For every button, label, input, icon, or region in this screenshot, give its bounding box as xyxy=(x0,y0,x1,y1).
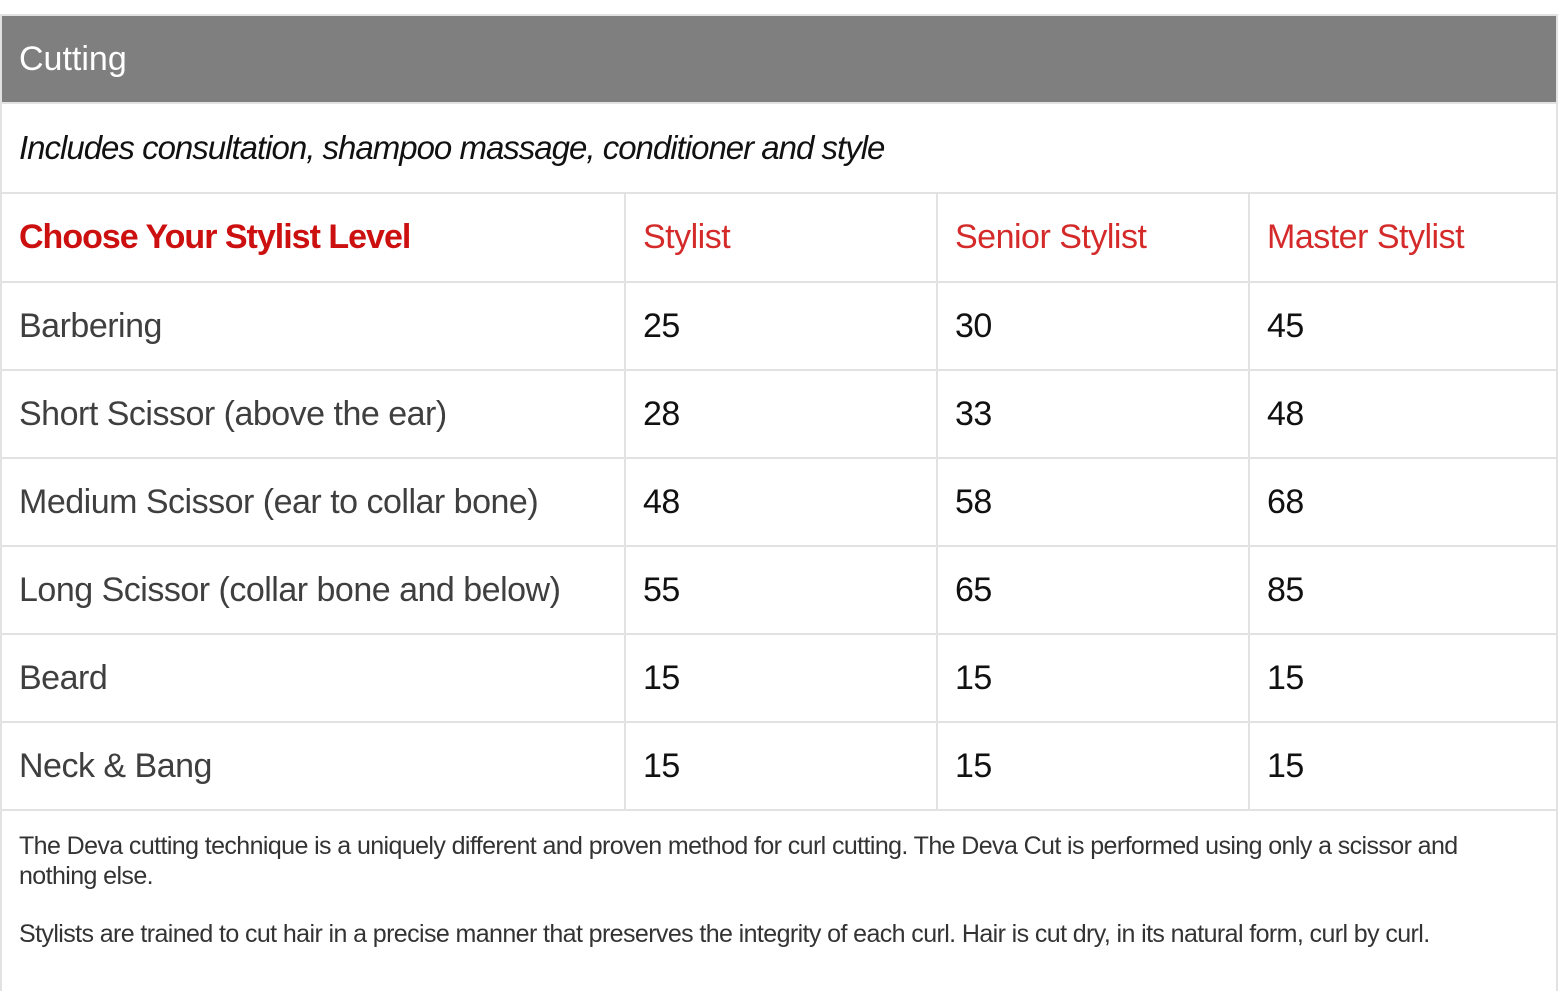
price-senior-stylist: 33 xyxy=(937,370,1249,458)
price-senior-stylist: 15 xyxy=(937,634,1249,722)
price-senior-stylist: 30 xyxy=(937,282,1249,370)
table-row xyxy=(2,546,1556,634)
section-title: Cutting xyxy=(2,16,1556,104)
pricing-panel xyxy=(0,14,1558,991)
service-name: Barbering xyxy=(2,282,625,370)
price-stylist: 48 xyxy=(625,458,937,546)
price-master-stylist: 15 xyxy=(1249,722,1556,810)
price-stylist: 28 xyxy=(625,370,937,458)
section-subtitle: Includes consultation, shampoo massage, conditioner and style xyxy=(2,104,1556,194)
column-header-senior-stylist: Senior Stylist xyxy=(937,194,1249,282)
price-master-stylist: 48 xyxy=(1249,370,1556,458)
price-stylist: 55 xyxy=(625,546,937,634)
description-line-1: The Deva cutting technique is a uniquely different and proven method for curl cutting. The Deva Cut is performed using only a scissor and nothing else. xyxy=(19,832,1458,890)
table-row xyxy=(2,370,1556,458)
price-master-stylist: 68 xyxy=(1249,458,1556,546)
price-master-stylist: 85 xyxy=(1249,546,1556,634)
service-name: Short Scissor (above the ear) xyxy=(2,370,625,458)
service-name: Beard xyxy=(2,634,625,722)
price-table xyxy=(2,194,1556,811)
column-header-stylist: Stylist xyxy=(625,194,937,282)
stylist-level-label: Choose Your Stylist Level xyxy=(2,194,625,282)
price-stylist: 25 xyxy=(625,282,937,370)
table-row xyxy=(2,722,1556,810)
description-footer xyxy=(2,811,1556,991)
price-senior-stylist: 58 xyxy=(937,458,1249,546)
price-senior-stylist: 15 xyxy=(937,722,1249,810)
service-name: Medium Scissor (ear to collar bone) xyxy=(2,458,625,546)
table-row xyxy=(2,634,1556,722)
price-master-stylist: 15 xyxy=(1249,634,1556,722)
price-senior-stylist: 65 xyxy=(937,546,1249,634)
price-stylist: 15 xyxy=(625,634,937,722)
table-row xyxy=(2,458,1556,546)
price-master-stylist: 45 xyxy=(1249,282,1556,370)
table-row xyxy=(2,282,1556,370)
column-header-master-stylist: Master Stylist xyxy=(1249,194,1556,282)
service-name: Neck & Bang xyxy=(2,722,625,810)
price-stylist: 15 xyxy=(625,722,937,810)
table-header-row xyxy=(2,194,1556,282)
service-name: Long Scissor (collar bone and below) xyxy=(2,546,625,634)
description-line-2: Stylists are trained to cut hair in a precise manner that preserves the integrity of each curl. Hair is cut dry, in its natural form, curl by curl. xyxy=(19,920,1430,948)
